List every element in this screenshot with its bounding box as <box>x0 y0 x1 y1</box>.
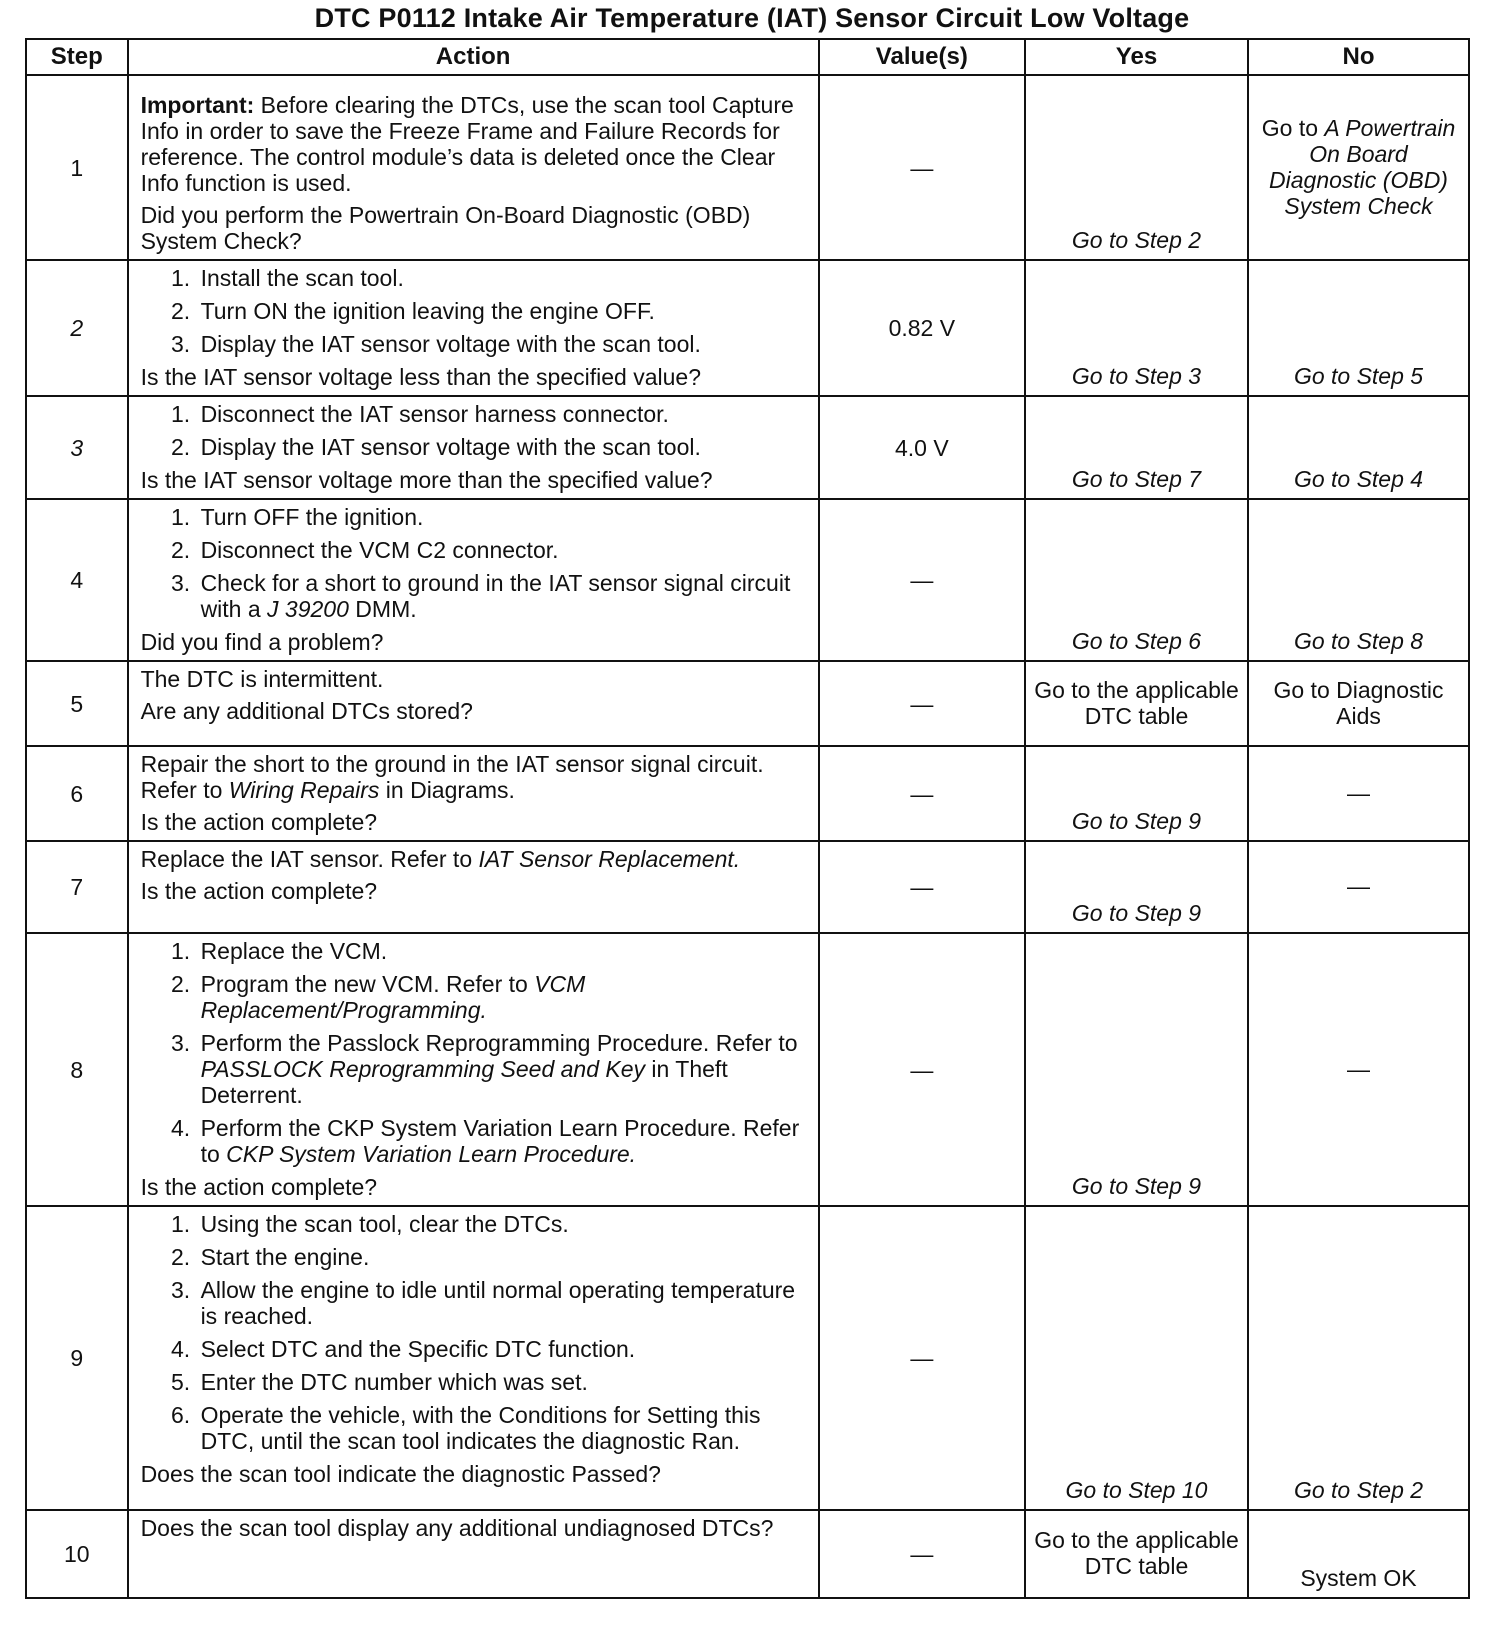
action-step-item: 1. Install the scan tool. <box>197 265 806 291</box>
action-text-part: in Diagrams. <box>379 777 515 803</box>
action-question: Is the IAT sensor voltage more than the specified value? <box>140 467 713 493</box>
action-steps <box>141 504 806 622</box>
action-step-item <box>197 1030 806 1108</box>
step-number: 9 <box>26 1206 128 1510</box>
action-cell <box>128 260 819 396</box>
yes-result: Go to Step 9 <box>1025 841 1248 933</box>
action-step-item: 2. Display the IAT sensor voltage with the scan tool. <box>197 434 806 460</box>
table-row <box>26 933 1469 1206</box>
yes-result: Go to the applicable DTC table <box>1025 661 1248 746</box>
action-cell <box>128 746 819 841</box>
action-step-item: 3. Display the IAT sensor voltage with the scan tool. <box>197 331 806 357</box>
action-step-item: 2. Turn ON the ignition leaving the engine OFF. <box>197 298 806 324</box>
value-cell: — <box>819 841 1025 933</box>
step-number: 2 <box>26 260 128 396</box>
table-row <box>26 1510 1469 1598</box>
action-text-part: Repair the short to the ground in the IAT sensor signal circuit. Refer to <box>140 751 764 803</box>
step-text: Perform the CKP System Variation Learn Procedure. Refer to <box>200 1115 800 1167</box>
important-text: Before clearing the DTCs, use the scan tool Capture Info in order to save the Freeze Frame and Failure Records for reference. The control module’s data is deleted once the Clear Info function is used. <box>140 92 794 196</box>
step-text: Check for a short to ground in the IAT sensor signal circuit with a <box>200 570 791 622</box>
action-step-item: 1. Turn OFF the ignition. <box>197 504 806 530</box>
table-row <box>26 661 1469 746</box>
page-title: DTC P0112 Intake Air Temperature (IAT) Sensor Circuit Low Voltage <box>314 3 1190 33</box>
action-question: Is the action complete? <box>140 1174 378 1200</box>
action-question: Is the IAT sensor voltage less than the specified value? <box>140 364 701 390</box>
yes-result: Go to the applicable DTC table <box>1025 1510 1248 1598</box>
no-result: Go to Step 2 <box>1248 1206 1469 1510</box>
value-cell: — <box>819 499 1025 661</box>
action-step-item: 1. Disconnect the IAT sensor harness connector. <box>197 401 806 427</box>
no-result <box>1248 75 1469 260</box>
table-header-row <box>26 39 1469 75</box>
no-reference: A Powertrain On Board Diagnostic (OBD) System Check <box>1269 114 1456 219</box>
action-question: Does the scan tool indicate the diagnostic Passed? <box>140 1461 661 1487</box>
action-text <box>141 846 806 872</box>
action-step-item: 2. Start the engine. <box>197 1244 806 1270</box>
action-steps <box>141 265 806 357</box>
table-row <box>26 1206 1469 1510</box>
action-cell <box>128 1206 819 1510</box>
table-row <box>26 75 1469 260</box>
value-cell: 0.82 V <box>819 260 1025 396</box>
no-result: Go to Step 4 <box>1248 396 1469 499</box>
action-step-item: 2. Disconnect the VCM C2 connector. <box>197 537 806 563</box>
action-steps <box>141 938 806 1167</box>
action-text <box>141 751 806 803</box>
action-cell <box>128 396 819 499</box>
action-step-item: 1. Replace the VCM. <box>197 938 806 964</box>
no-prefix: Go to <box>1261 114 1325 141</box>
action-cell <box>128 1510 819 1598</box>
step-number: 7 <box>26 841 128 933</box>
step-number: 5 <box>26 661 128 746</box>
no-result: — <box>1248 841 1469 933</box>
step-number: 10 <box>26 1510 128 1598</box>
step-number: 4 <box>26 499 128 661</box>
important-label: Important: <box>140 92 255 118</box>
header-no: No <box>1248 39 1469 75</box>
action-cell <box>128 933 819 1206</box>
action-step-item: 3. Allow the engine to idle until normal operating temperature is reached. <box>197 1277 806 1329</box>
action-text: The DTC is intermittent. <box>140 666 384 692</box>
action-question: Does the scan tool display any additional undiagnosed DTCs? <box>140 1515 774 1541</box>
yes-result: Go to Step 6 <box>1025 499 1248 661</box>
action-step-item: 1. Using the scan tool, clear the DTCs. <box>197 1211 806 1237</box>
action-step-item <box>197 570 806 622</box>
header-values: Value(s) <box>819 39 1025 75</box>
value-cell: — <box>819 1206 1025 1510</box>
value-cell: — <box>819 746 1025 841</box>
action-question: Is the action complete? <box>140 878 378 904</box>
header-yes: Yes <box>1025 39 1248 75</box>
step-text: in Theft Deterrent. <box>200 1056 728 1108</box>
yes-result: Go to Step 10 <box>1025 1206 1248 1510</box>
yes-result: Go to Step 3 <box>1025 260 1248 396</box>
value-cell: — <box>819 933 1025 1206</box>
header-step: Step <box>26 39 128 75</box>
table-row <box>26 260 1469 396</box>
yes-result: Go to Step 9 <box>1025 746 1248 841</box>
tool-reference: J 39200 <box>267 596 349 622</box>
action-question: Did you perform the Powertrain On-Board Diagnostic (OBD) System Check? <box>140 202 751 254</box>
action-steps <box>141 401 806 460</box>
action-text-part: Replace the IAT sensor. Refer to <box>140 846 479 872</box>
action-step-item <box>197 1115 806 1167</box>
no-result: — <box>1248 746 1469 841</box>
table-row <box>26 396 1469 499</box>
no-result: Go to Step 5 <box>1248 260 1469 396</box>
step-text: Perform the Passlock Reprogramming Procedure. Refer to <box>200 1030 798 1056</box>
yes-result: Go to Step 2 <box>1025 75 1248 260</box>
action-step-item: 5. Enter the DTC number which was set. <box>197 1369 806 1395</box>
no-result: Go to Diagnostic Aids <box>1248 661 1469 746</box>
value-cell: 4.0 V <box>819 396 1025 499</box>
no-result: — <box>1248 933 1469 1206</box>
action-cell <box>128 499 819 661</box>
action-cell <box>128 661 819 746</box>
action-question: Did you find a problem? <box>140 629 384 655</box>
action-steps <box>141 1211 806 1454</box>
action-cell <box>128 75 819 260</box>
action-cell <box>128 841 819 933</box>
action-question: Is the action complete? <box>140 809 378 835</box>
value-cell: — <box>819 661 1025 746</box>
yes-result: Go to Step 7 <box>1025 396 1248 499</box>
table-row <box>26 746 1469 841</box>
table-row <box>26 499 1469 661</box>
table-row <box>26 841 1469 933</box>
step-text: Program the new VCM. Refer to <box>200 971 535 997</box>
important-note <box>141 92 806 196</box>
doc-reference: PASSLOCK Reprogramming Seed and Key <box>200 1056 646 1082</box>
action-step-item <box>197 971 806 1023</box>
action-question: Are any additional DTCs stored? <box>140 698 473 724</box>
doc-reference: VCM Replacement/Programming. <box>200 971 586 1023</box>
diagnostic-table <box>25 38 1470 1599</box>
step-text: DMM. <box>348 596 417 622</box>
step-number: 6 <box>26 746 128 841</box>
value-cell: — <box>819 75 1025 260</box>
action-step-item: 4. Select DTC and the Specific DTC function. <box>197 1336 806 1362</box>
step-number: 1 <box>26 75 128 260</box>
doc-reference: IAT Sensor Replacement. <box>478 846 741 872</box>
yes-result: Go to Step 9 <box>1025 933 1248 1206</box>
doc-reference: Wiring Repairs <box>228 777 380 803</box>
step-number: 3 <box>26 396 128 499</box>
doc-reference: CKP System Variation Learn Procedure. <box>226 1141 637 1167</box>
action-step-item: 6. Operate the vehicle, with the Conditions for Setting this DTC, until the scan tool indicates the diagnostic Ran. <box>197 1402 806 1454</box>
header-action: Action <box>128 39 819 75</box>
value-cell: — <box>819 1510 1025 1598</box>
no-result: Go to Step 8 <box>1248 499 1469 661</box>
no-result: System OK <box>1248 1510 1469 1598</box>
step-number: 8 <box>26 933 128 1206</box>
